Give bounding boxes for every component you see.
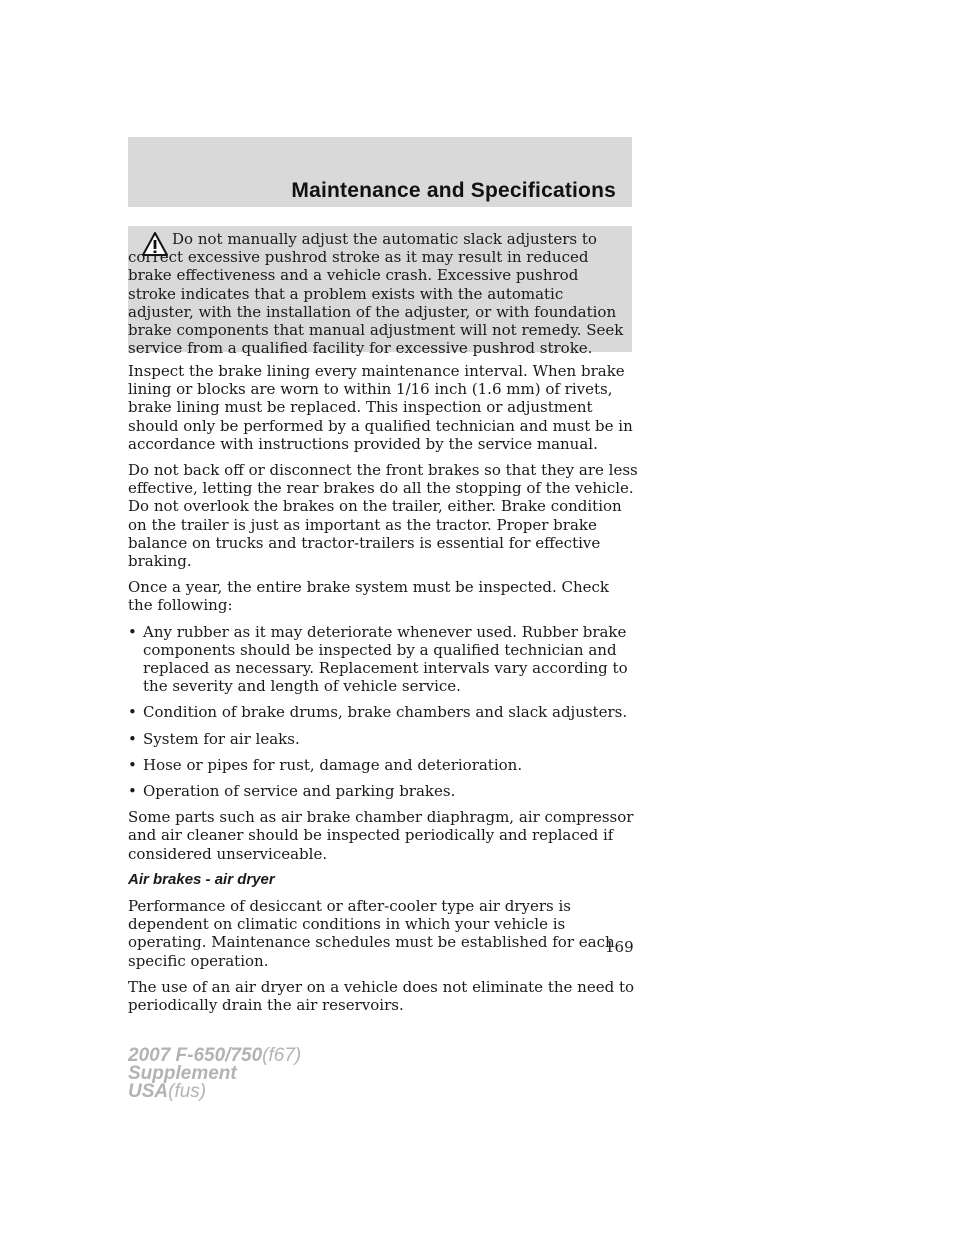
bullet-icon: • (128, 729, 137, 748)
bullet-icon: • (128, 755, 137, 774)
document-footer (128, 1047, 301, 1101)
paragraph: Performance of desiccant or after-cooler type air dryers is dependent on climatic conditions in which your vehicle is operating. Maintenance schedules must be established for each specific operation. (128, 897, 615, 970)
bullet-icon: • (128, 703, 137, 722)
footer-model: 2007 F-650/750 (128, 1045, 263, 1066)
footer-market: USA (128, 1081, 169, 1102)
paragraph: Some parts such as air brake chamber diaphragm, air compressor and air cleaner should be inspected periodically and replaced if considered unserviceable. (128, 808, 634, 863)
footer-supplement: Supplement (128, 1063, 237, 1084)
bullet-icon: • (128, 782, 137, 801)
section-header (128, 137, 632, 207)
paragraph: Do not back off or disconnect the front brakes so that they are less effective, letting the rear brakes do all the stopping of the vehicle. Do not overlook the brakes on the trailer, either. Brake condition on the trailer is just as important as the tractor. Proper brake balance on trucks and tractor-trailers is essential for effective braking. (128, 461, 638, 571)
warning-box (128, 226, 632, 358)
warning-text: Do not manually adjust the automatic slack adjusters to correct excessive pushrod stroke as it may result in reduced brake effectiveness and a vehicle crash. Excessive pushrod stroke indicates that a problem exists with the automatic adjuster, with the installation of the adjuster, or with foundation brake components that manual adjustment will not remedy. Seek service from a qualified facility for excessive pushrod stroke. (128, 230, 624, 358)
paragraph: The use of an air dryer on a vehicle does not eliminate the need to periodically drain the air reservoirs. (128, 977, 635, 1015)
list-item: • Condition of brake drums, brake chambers and slack adjusters. (128, 703, 628, 722)
body-content (128, 362, 638, 1022)
footer-market-code: (fus) (168, 1081, 207, 1102)
paragraph: Inspect the brake lining every maintenance interval. When brake lining or blocks are worn to within 1/16 inch (1.6 mm) of rivets, brake lining must be replaced. This inspection or adjustment should only be performed by a qualified technician and must be in accordance with instructions provided by the service manual. (128, 362, 633, 453)
page-number: 169 (605, 938, 634, 956)
list-item: • System for air leaks. (128, 729, 300, 748)
list-item: • Any rubber as it may deteriorate whenever used. Rubber brake components should be inspected by a qualified technician and replaced as necessary. Replacement intervals vary according to the severity and length of vehicle service. (128, 622, 628, 696)
subheading: Air brakes - air dryer (128, 870, 275, 888)
section-title: Maintenance and Specifications (291, 179, 616, 202)
paragraph: Once a year, the entire brake system must be inspected. Check the following: (128, 578, 610, 615)
bullet-icon: • (128, 622, 137, 641)
list-item: • Operation of service and parking brakes. (128, 782, 456, 801)
footer-model-code: (f67) (262, 1045, 302, 1066)
list-item: • Hose or pipes for rust, damage and deterioration. (128, 755, 523, 774)
